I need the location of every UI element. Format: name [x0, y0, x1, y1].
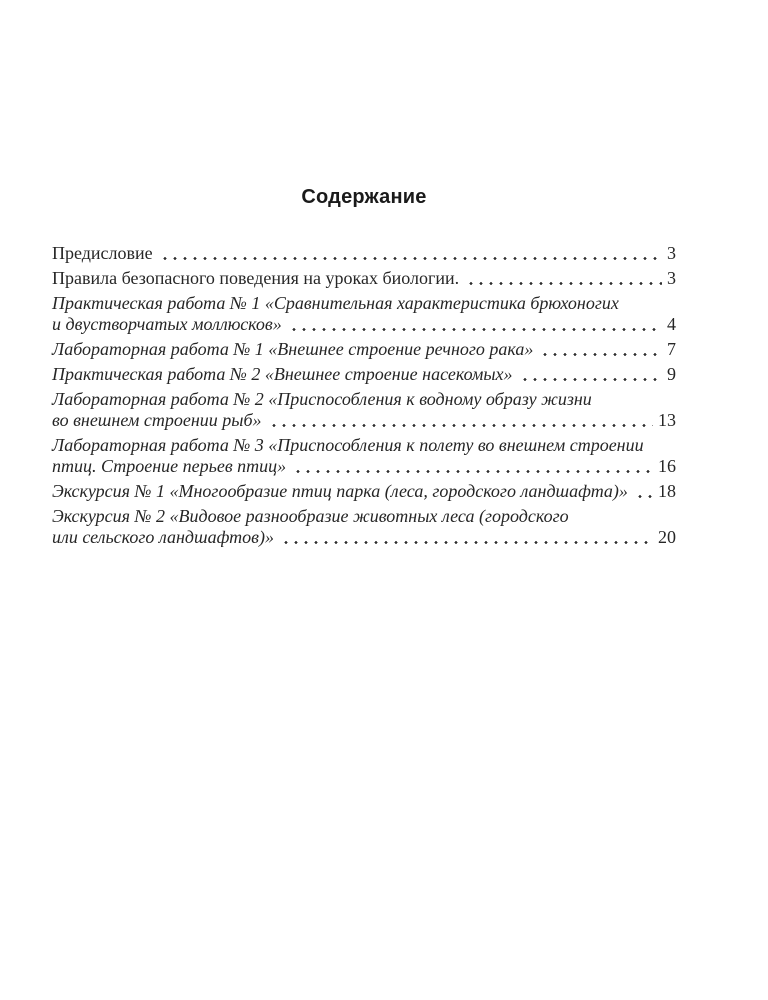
toc-entry: [52, 243, 676, 264]
toc-entry-text: птиц. Строение перьев птиц»: [52, 456, 287, 476]
toc-entry-line: [52, 389, 676, 410]
toc-entry: [52, 481, 676, 502]
toc-entry-text: или сельского ландшафтов)»: [52, 527, 274, 547]
page-number: 4: [667, 314, 676, 334]
toc-entry-text: Предисловие: [52, 243, 153, 263]
toc-entry-text: Лабораторная работа № 1 «Внешнее строение речного рака»: [52, 339, 534, 359]
dot-leader: [466, 281, 662, 286]
toc-entry: [52, 506, 676, 548]
toc-entry: [52, 364, 676, 385]
dot-leader: [160, 256, 662, 261]
toc-list: [52, 243, 676, 548]
page-number: 18: [658, 481, 676, 501]
toc-entry-line: [52, 410, 676, 431]
dot-leader: [520, 377, 662, 382]
toc-entry-text: Экскурсия № 1 «Многообразие птиц парка (леса, городского ландшафта)»: [52, 481, 628, 501]
toc-entry: [52, 435, 676, 477]
dot-leader: [293, 469, 653, 474]
page-number: 7: [667, 339, 676, 359]
toc-entry-text: во внешнем строении рыб»: [52, 410, 262, 430]
toc-entry-text: Практическая работа № 1 «Сравнительная характеристика брюхоногих: [52, 293, 619, 313]
toc-entry-text: Лабораторная работа № 2 «Приспособления к водному образу жизни: [52, 389, 592, 409]
toc-entry-line: [52, 268, 676, 289]
dot-leader: [269, 423, 653, 428]
toc-entry-line: [52, 456, 676, 477]
toc-entry: [52, 293, 676, 335]
page-number: 9: [667, 364, 676, 384]
toc-entry-text: Лабораторная работа № 3 «Приспособления к полету во внешнем строении: [52, 435, 644, 455]
toc-entry-text: Экскурсия № 2 «Видовое разнообразие животных леса (городского: [52, 506, 569, 526]
toc-entry-line: [52, 339, 676, 360]
toc-entry-text: Практическая работа № 2 «Внешнее строение насекомых»: [52, 364, 513, 384]
toc-entry-line: [52, 364, 676, 385]
toc-entry: [52, 389, 676, 431]
toc-entry-line: [52, 506, 676, 527]
page-number: 16: [658, 456, 676, 476]
toc-entry: [52, 339, 676, 360]
dot-leader: [281, 540, 653, 545]
page-number: 20: [658, 527, 676, 547]
toc-entry-line: [52, 293, 676, 314]
page-number: 13: [658, 410, 676, 430]
toc-entry-text: Правила безопасного поведения на уроках биологии.: [52, 268, 460, 288]
toc-entry-line: [52, 314, 676, 335]
dot-leader: [635, 494, 653, 499]
page-title: Содержание: [301, 186, 427, 208]
dot-leader: [289, 327, 662, 332]
toc-content: [52, 186, 676, 552]
page-number: 3: [667, 243, 676, 263]
toc-entry-text: и двустворчатых моллюсков»: [52, 314, 282, 334]
toc-entry-line: [52, 527, 676, 548]
toc-entry-line: [52, 435, 676, 456]
page-number: 3: [667, 268, 676, 288]
toc-entry-line: [52, 481, 676, 502]
toc-entry-line: [52, 243, 676, 264]
dot-leader: [540, 352, 662, 357]
toc-entry: [52, 268, 676, 289]
